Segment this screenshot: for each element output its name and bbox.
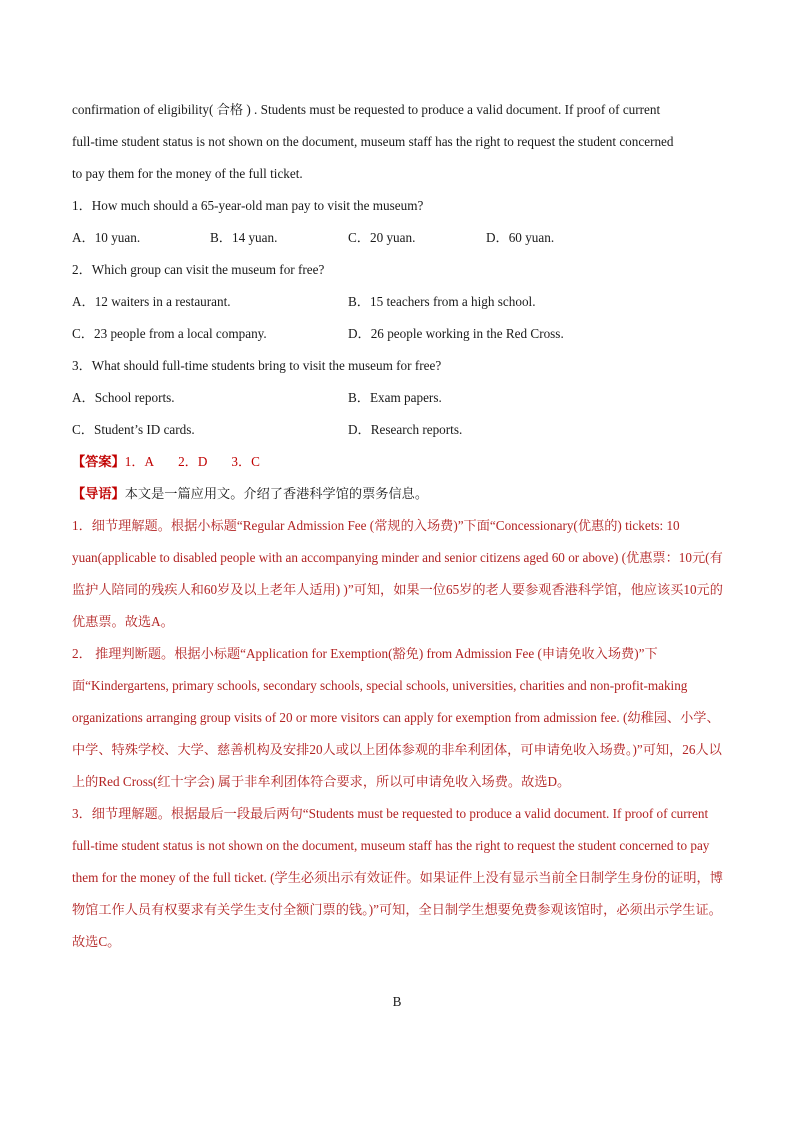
option-d: D．60 yuan. [486,230,555,245]
option-a: A．School reports. [72,390,175,405]
question-2-stem: 2．Which group can visit the museum for free? [72,262,325,277]
answer-line [72,446,732,478]
question-3-options-row2 [72,414,732,446]
passage-line: full-time student status is not shown on the document, museum staff has the right to request the student concerned [72,134,674,149]
option-a: A．12 waiters in a restaurant. [72,294,231,309]
question-3-options-row1 [72,382,732,414]
option-a: A．10 yuan. [72,230,141,245]
option-b: B．Exam papers. [348,390,442,405]
explanation-1: 1．细节理解题。根据小标题“Regular Admission Fee (常规的入场费)”下面“Concessionary(优惠的) tickets: 10 yuan(applicable to disabled people with an accompanying minder and senior citizens aged 60 or above) (优惠票：10元(有监护人陪同的残疾人和60岁及以上老年人适用) )”可知，如果一位65岁的老人要参观香港科学馆，他应该买10元的优惠票。故选A。 [72,518,723,629]
question-2-options-row2 [72,318,732,350]
option-c: C．23 people from a local company. [72,326,267,341]
passage-line: to pay them for the money of the full ticket. [72,166,303,181]
document-body [72,94,732,958]
question-2-options-row1 [72,286,732,318]
option-c: C．20 yuan. [348,230,416,245]
question-1-options [72,222,732,254]
answer-2: 2．D [178,454,208,469]
guide-text: 本文是一篇应用文。介绍了香港科学馆的票务信息。 [124,486,429,501]
guide-line [72,478,732,510]
answer-1: 1．A [124,454,155,469]
option-d: D．26 people working in the Red Cross. [348,326,564,341]
question-1-stem: 1．How much should a 65-year-old man pay to visit the museum? [72,198,424,213]
answer-label: 【答案】 [72,454,125,469]
option-d: D．Research reports. [348,422,463,437]
answer-3: 3．C [231,454,260,469]
passage-line: confirmation of eligibility( 合格 ) . Students must be requested to produce a valid document. If proof of current [72,102,661,117]
option-c: C．Student’s ID cards. [72,422,195,437]
explanation-2: 2． 推理判断题。根据小标题“Application for Exemption(豁免) from Admission Fee (申请免收入场费)”下面“Kindergartens, primary schools, secondary schools, special schools, universities, charities and non-profit-making organizations arranging group visits of 20 or more visitors can apply for exemption from admission fee. (幼稚园、小学、中学、特殊学校、大学、慈善机构及安排20人或以上团体参观的非牟利团体，可申请免收入场费。)”可知，26人以上的Red Cross(红十字会) 属于非牟利团体符合要求，所以可申请免收入场费。故选D。 [72,646,722,789]
explanation-3: 3．细节理解题。根据最后一段最后两句“Students must be requested to produce a valid document. If proof of current full-time student status is not shown on the document, museum staff has the right to request the student concerned to pay them for the money of the full ticket. (学生必须出示有效证件。如果证件上没有显示当前全日制学生身份的证明，博物馆工作人员有权要求有关学生支付全额门票的钱。)”可知，全日制学生想要免费参观该馆时，必须出示学生证。故选C。 [72,806,723,949]
guide-label: 【导语】 [72,486,125,501]
option-b: B．14 yuan. [210,230,278,245]
question-3-stem: 3．What should full-time students bring to visit the museum for free? [72,358,442,373]
page-number: B [392,994,402,1009]
option-b: B．15 teachers from a high school. [348,294,536,309]
